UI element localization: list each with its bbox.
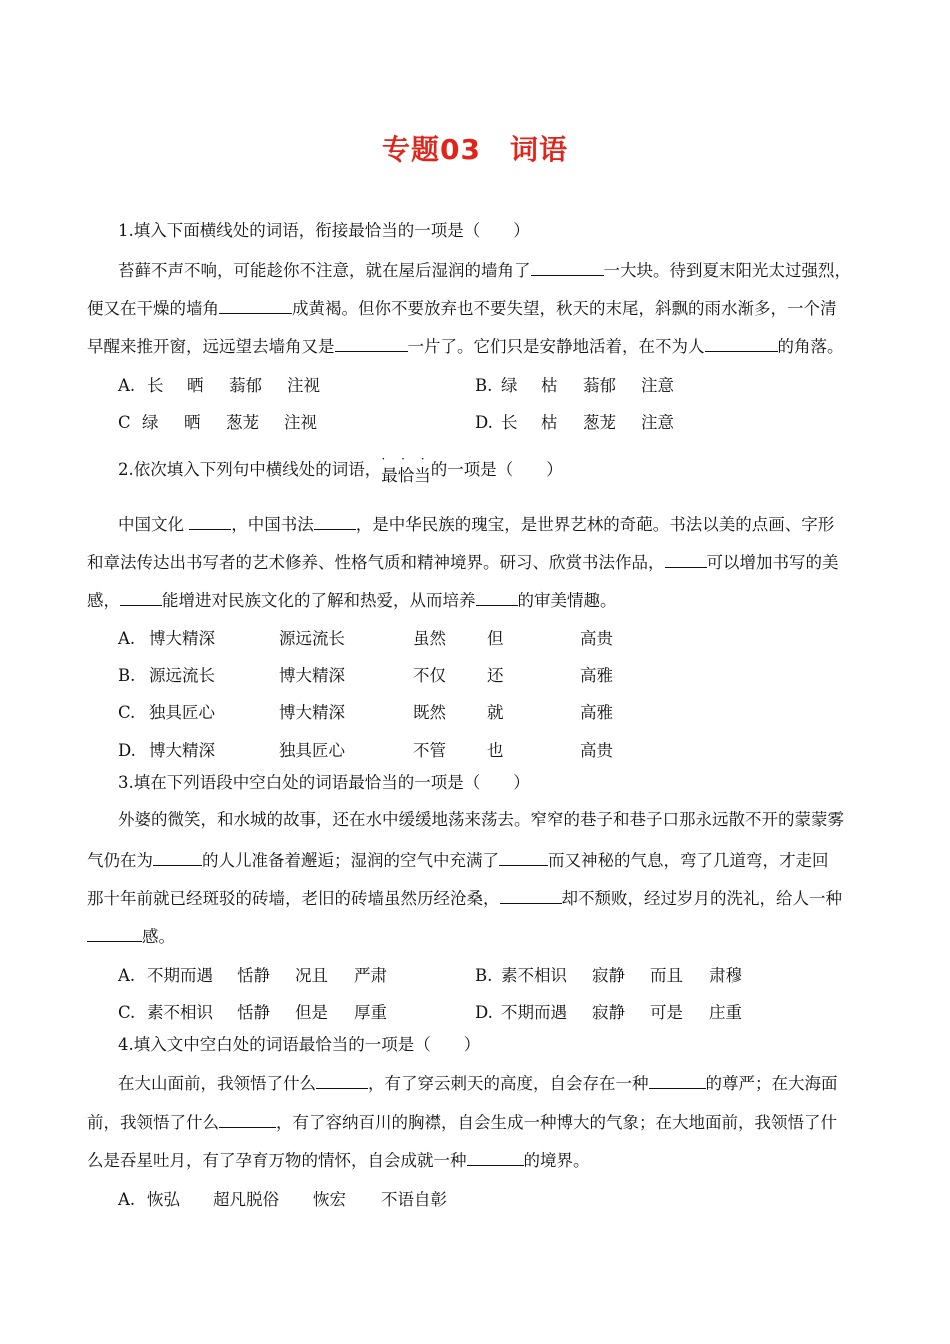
blank-line [500,887,562,904]
q2-option-a: A. 博大精深 源远流长 虽然 但 高贵 [118,629,613,648]
q2-stem: 2.依次填入下列句中横线处的词语， · · · 最恰当的一项是（ ） [118,452,563,485]
q1-text: 便又在干燥的墙角 [87,299,219,318]
q4-stem: 4.填入文中空白处的词语最恰当的一项是（ ） [118,1035,481,1054]
q1-option-b: B. 绿 枯 蓊郁 注意 [475,376,674,395]
blank-line [705,335,778,352]
blank-line [219,297,292,314]
q1-text: 苔藓不声不响，可能趁你不注意，就在屋后湿润的墙角了 [118,261,531,280]
q1-option-d: D. 长 枯 葱茏 注意 [475,413,674,432]
q1-text: 的角落。 [777,337,844,356]
q3-option-a: A. 不期而遇 恬静 况且 严肃 [118,966,387,985]
q1-option-a: A. 长 晒 蓊郁 注视 [118,376,320,395]
blank-line [87,925,142,942]
q1-line-2 [87,297,837,319]
emphasis-dots: · · · 最恰当 [381,452,431,485]
q4-line-1: 在大山面前，我领悟了什么 ，有了穿云刺天的高度，自会存在一种 的尊严；在大海面 [118,1074,838,1093]
blank-line [120,589,162,606]
blank-line [153,849,202,866]
q3-option-c: C. 素不相识 恬静 但是 厚重 [118,1003,387,1022]
blank-line [219,1111,276,1128]
q1-line-1 [118,259,851,281]
q3-line-4: 感。 [87,925,175,947]
q1-stem: 1.填入下面横线处的词语，衔接最恰当的一项是（ ） [118,221,530,240]
q1-option-c: C 绿 晒 葱茏 注视 [118,413,317,432]
q1-text: 一大块。待到夏末阳光太过强烈， [603,261,851,280]
q1-text: 一片了。它们只是安静地活着，在不为人 [407,337,705,356]
q2-option-c: C. 独具匠心 博大精深 既然 就 高雅 [118,703,613,722]
q4-line-2: 前，我领悟了什么 ，有了容纳百川的胸襟，自会生成一种博大的气象；在大地面前，我领悟了什 [87,1113,837,1132]
q3-line-1: 外婆的微笑，和水城的故事，还在水中缓缓地荡来荡去。窄窄的巷子和巷子口那永远散不开的蒙蒙雾 [118,810,844,829]
q3-option-d: D. 不期而遇 寂静 可是 庄重 [475,1003,742,1022]
q4-option-a: A. 恢弘 超凡脱俗 恢宏 不语自彰 [118,1190,447,1209]
blank-line [189,513,231,530]
q1-text: 成黄褐。但你不要放弃也不要失望，秋天的末尾，斜飘的雨水渐多，一个清 [292,299,837,318]
q1-text: 早醒来推开窗，远远望去墙角又是 [87,337,335,356]
blank-line [649,1072,706,1089]
blank-line [467,1149,524,1166]
q3-line-3: 那十年前就已经斑驳的砖墙，老旧的砖墙虽然历经沧桑， 却不颓败，经过岁月的洗礼，给人一种 [87,889,842,908]
blank-line [531,259,604,276]
q2-option-b: B. 源远流长 博大精深 不仅 还 高雅 [118,666,613,685]
q3-option-b: B. 素不相识 寂静 而且 肃穆 [475,966,742,985]
blank-line [316,1072,368,1089]
blank-line [314,513,356,530]
q3-stem: 3.填在下列语段中空白处的词语最恰当的一项是（ ） [118,773,530,792]
blank-line [665,551,707,568]
blank-line [335,335,408,352]
q2-option-d: D. 博大精深 独具匠心 不管 也 高贵 [118,741,613,760]
blank-line [499,849,548,866]
q1-line-3 [87,335,844,357]
page-title: 专题03 词语 [382,133,568,166]
q2-line-3: 感， 能增进对民族文化的了解和热爱，从而培养 的审美情趣。 [87,591,617,610]
blank-line [476,589,518,606]
q4-line-3: 么是吞星吐月，有了孕育万物的情怀，自会成就一种 的境界。 [87,1151,590,1170]
q2-line-1: 中国文化 ，中国书法 ，是中华民族的瑰宝，是世界艺林的奇葩。书法以美的点画、字形 [118,515,835,534]
q2-line-2: 和章法传达出书写者的艺术修养、性格气质和精神境界。研习、欣赏书法作品， 可以增加书写的美 [87,553,839,572]
q3-line-2: 气仍在为 的人儿准备着邂逅；湿润的空气中充满了 而又神秘的气息，弯了几道弯，才走回 [87,851,829,870]
